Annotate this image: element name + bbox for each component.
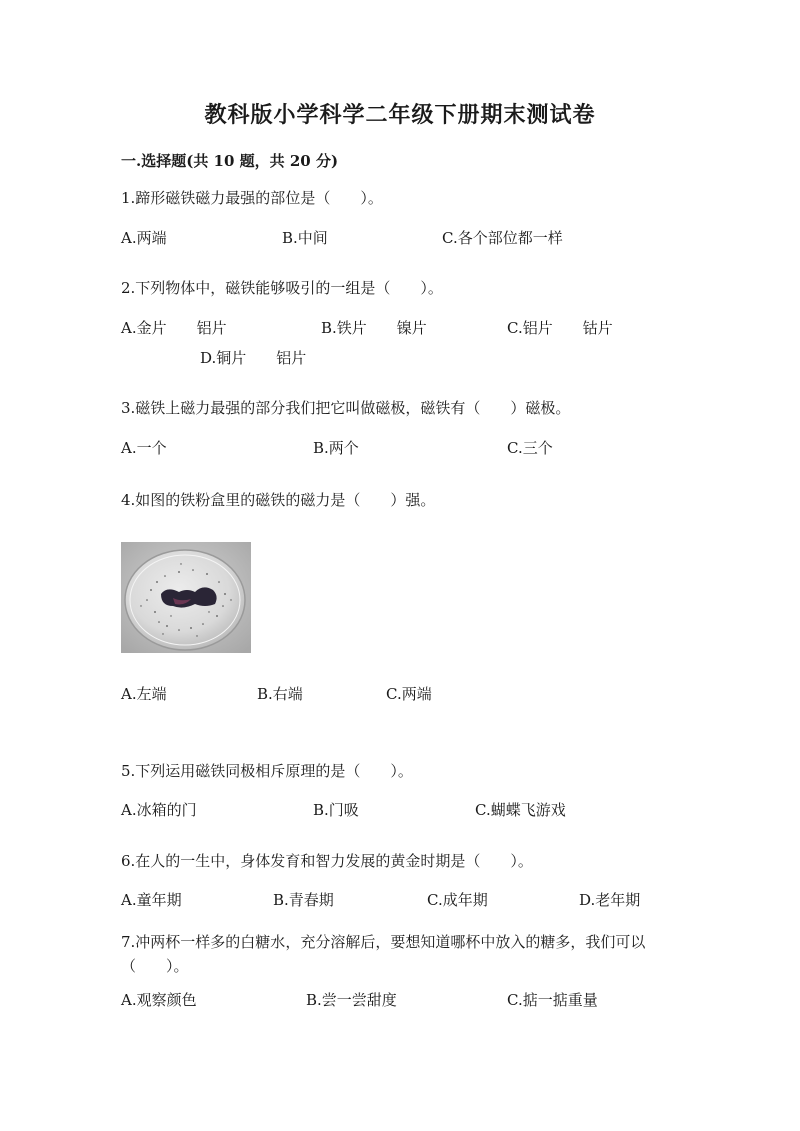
question-2: 2.下列物体中，磁铁能够吸引的一组是（ ）。 bbox=[121, 279, 443, 297]
question-7: 7.冲两杯一样多的白糖水，充分溶解后，要想知道哪杯中放入的糖多，我们可以（ ）。 bbox=[121, 933, 646, 975]
question-3: 3.磁铁上磁力最强的部分我们把它叫做磁极，磁铁有（ ）磁极。 bbox=[121, 399, 571, 417]
question-5: 5.下列运用磁铁同极相斥原理的是（ ）。 bbox=[121, 762, 413, 780]
question-4-option-a[interactable]: A.左端 bbox=[121, 685, 167, 703]
question-5-option-a[interactable]: A.冰箱的门 bbox=[121, 801, 197, 819]
question-5-option-c[interactable]: C.蝴蝶飞游戏 bbox=[475, 801, 566, 819]
question-7-option-b[interactable]: B.尝一尝甜度 bbox=[306, 991, 397, 1009]
question-1-option-a[interactable]: A.两端 bbox=[121, 229, 167, 247]
question-1-option-c[interactable]: C.各个部位都一样 bbox=[442, 229, 563, 247]
iron-filings-dish-photo bbox=[121, 542, 251, 653]
question-3-option-b[interactable]: B.两个 bbox=[313, 439, 359, 457]
question-2-option-d[interactable]: D.铜片 铝片 bbox=[200, 349, 307, 367]
question-4: 4.如图的铁粉盒里的磁铁的磁力是（ ）强。 bbox=[121, 491, 436, 509]
question-6-option-c[interactable]: C.成年期 bbox=[427, 891, 488, 909]
question-6-option-b[interactable]: B.青春期 bbox=[273, 891, 334, 909]
question-4-option-c[interactable]: C.两端 bbox=[386, 685, 432, 703]
page-title: 教科版小学科学二年级下册期末测试卷 bbox=[204, 102, 596, 128]
question-6-option-d[interactable]: D.老年期 bbox=[579, 891, 641, 909]
question-1-option-b[interactable]: B.中间 bbox=[282, 229, 328, 247]
question-7-option-a[interactable]: A.观察颜色 bbox=[121, 991, 197, 1009]
question-2-option-b[interactable]: B.铁片 镍片 bbox=[321, 319, 427, 337]
question-2-option-a[interactable]: A.金片 铝片 bbox=[121, 319, 227, 337]
question-6: 6.在人的一生中，身体发育和智力发展的黄金时期是（ ）。 bbox=[121, 852, 533, 870]
question-4-option-b[interactable]: B.右端 bbox=[257, 685, 303, 703]
question-3-option-a[interactable]: A.一个 bbox=[121, 439, 167, 457]
question-5-option-b[interactable]: B.门吸 bbox=[313, 801, 359, 819]
question-6-option-a[interactable]: A.童年期 bbox=[121, 891, 182, 909]
section-heading: 一.选择题(共 10 题，共 20 分) bbox=[121, 152, 339, 170]
question-3-option-c[interactable]: C.三个 bbox=[507, 439, 553, 457]
question-7-option-c[interactable]: C.掂一掂重量 bbox=[507, 991, 598, 1009]
question-2-option-c[interactable]: C.铝片 钴片 bbox=[507, 319, 613, 337]
question-1: 1.蹄形磁铁磁力最强的部位是（ ）。 bbox=[121, 189, 383, 207]
